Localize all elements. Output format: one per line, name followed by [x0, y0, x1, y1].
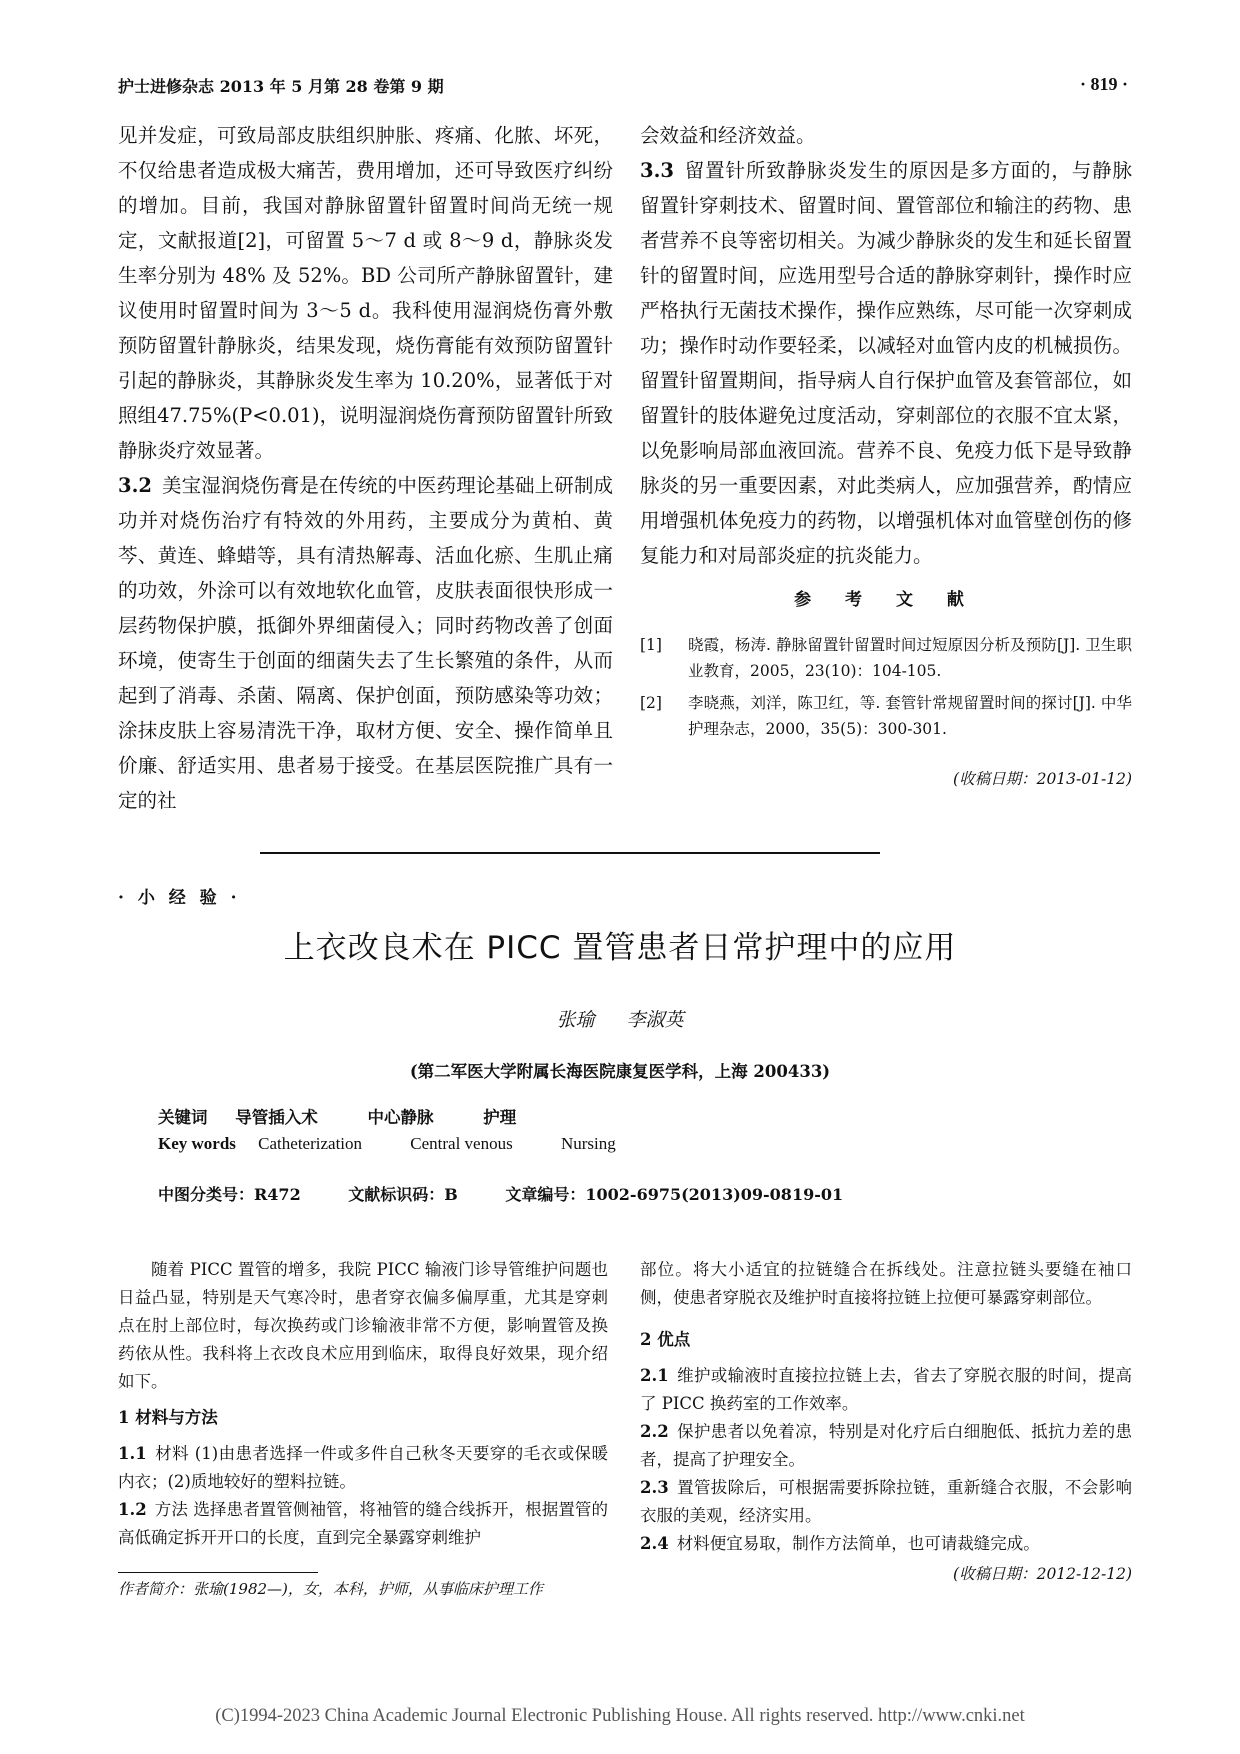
reference-text: 晓霞，杨涛. 静脉留置针留置时间过短原因分析及预防[J]. 卫生职业教育，2005，23(10)：104-105.: [688, 636, 1132, 680]
discussion-paragraph: 见并发症，可致局部皮肤组织肿胀、疼痛、化脓、坏死，不仅给患者造成极大痛苦，费用增加，还可导致医疗纠纷的增加。目前，我国对静脉留置针留置时间尚无统一规定，文献报道[2]，可留置 5～7 d 或 8～9 d，静脉炎发生率分别为 48% 及 52%。BD 公司所产静脉留置针，建议使用时留置时间为 3～5 d。我科使用湿润烧伤膏外敷预防留置针静脉炎，结果发现，烧伤膏能有效预防留置针引起的静脉炎，其静脉炎发生率为 10.20%，显著低于对照组47.75%(P<0.01)，说明湿润烧伤膏预防留置针所致静脉炎疗效显著。: [118, 124, 613, 462]
section-2-3: [640, 1474, 1132, 1530]
keyword: 护理: [483, 1108, 517, 1127]
keywords-cn: [158, 1104, 560, 1128]
keyword: 中心静脉: [367, 1108, 434, 1127]
running-header: [118, 70, 1128, 100]
section-text: 维护或输液时直接拉拉链上去，省去了穿脱衣服的时间，提高了 PICC 换药室的工作效率。: [640, 1366, 1132, 1413]
references-heading: 参 考 文 献: [794, 590, 978, 610]
column-label: · 小 经 验 ·: [118, 888, 241, 908]
section-number: 3.2: [118, 474, 152, 497]
section-number: 2.4: [640, 1534, 669, 1553]
continued-text: 部位。将大小适宜的拉链缝合在拆线处。注意拉链头要缝在袖口侧，使患者穿脱衣及维护时直接将拉链上拉便可暴露穿刺部位。: [640, 1260, 1132, 1307]
classification-line: [158, 1182, 885, 1205]
section-text: 保护患者以免着凉，特别是对化疗后白细胞低、抵抗力差的患者，提高了护理安全。: [640, 1422, 1132, 1469]
section-1-2: [118, 1496, 608, 1552]
section-number: 1.2: [118, 1500, 147, 1519]
page-number: · 819 ·: [1079, 74, 1128, 94]
journal-issue: 护士进修杂志 2013 年 5 月第 28 卷第 9 期: [118, 77, 444, 96]
keyword-en: Catheterization: [258, 1134, 363, 1153]
section-2-heading: 2 优点: [640, 1330, 691, 1349]
received-date: (收稿日期：2013-01-12): [953, 770, 1132, 788]
reference-number: [2]: [640, 694, 662, 712]
previous-article-left-column: [118, 118, 613, 818]
keyword-en: Nursing: [560, 1134, 616, 1153]
previous-article-right-column: [640, 118, 1132, 797]
article-left-column: [118, 1256, 608, 1552]
reference-item: [640, 690, 1132, 742]
section-number: 2.2: [640, 1422, 669, 1441]
continued-text: 会效益和经济效益。: [640, 124, 816, 147]
class-number: 中图分类号：R472: [158, 1185, 301, 1204]
section-3-3: [640, 153, 1132, 573]
reference-item: [640, 632, 1132, 684]
reference-text: 李晓燕，刘洋，陈卫红，等. 套管针常规留置时间的探讨[J]. 中华护理杂志，2000，35(5)：300-301.: [688, 694, 1132, 738]
section-text: 材料便宜易取，制作方法简单，也可请裁缝完成。: [676, 1534, 1040, 1553]
author-affiliation: (第二军医大学附属长海医院康复医学科，上海 200433): [409, 1062, 831, 1081]
section-2-2: [640, 1418, 1132, 1474]
keywords-en: [158, 1134, 660, 1154]
keywords-label: 关键词: [158, 1108, 208, 1127]
received-date: (收稿日期：2012-12-12): [953, 1565, 1132, 1583]
section-number: 2.1: [640, 1366, 669, 1385]
keyword: 导管插入术: [235, 1108, 318, 1127]
section-1-1: [118, 1440, 608, 1496]
article-authors: 张瑜 李淑英: [556, 1009, 684, 1031]
section-text: 方法 选择患者置管侧袖管，将袖管的缝合线拆开，根据置管的高低确定拆开开口的长度，直到完全暴露穿刺维护: [118, 1500, 608, 1547]
article-title: 上衣改良术在 PICC 置管患者日常护理中的应用: [283, 930, 957, 966]
section-number: 2.3: [640, 1478, 669, 1497]
section-text: 材料 (1)由患者选择一件或多件自己秋冬天要穿的毛衣或保暖内衣；(2)质地较好的塑料拉链。: [118, 1444, 608, 1491]
author-note: 作者简介：张瑜(1982—)，女，本科，护师，从事临床护理工作: [118, 1580, 543, 1598]
keywords-en-label: Key words: [158, 1134, 236, 1153]
section-text: 置管拔除后，可根据需要拆除拉链，重新缝合衣服，不会影响衣服的美观，经济实用。: [640, 1478, 1132, 1525]
section-text: 留置针所致静脉炎发生的原因是多方面的，与静脉留置针穿刺技术、留置时间、置管部位和输注的药物、患者营养不良等密切相关。为减少静脉炎的发生和延长留置针的留置时间，应选用型号合适的静脉穿刺针，操作时应严格执行无菌技术操作，操作应熟练，尽可能一次穿刺成功；操作时动作要轻柔，以减轻对血管内皮的机械损伤。留置针留置期间，指导病人自行保护血管及套管部位，如留置针的肢体避免过度活动，穿刺部位的衣服不宜太紧，以免影响局部血液回流。营养不良、免疫力低下是导致静脉炎的另一重要因素，对此类病人，应加强营养，酌情应用增强机体免疫力的药物，以增强机体对血管壁创伤的修复能力和对局部炎症的抗炎能力。: [640, 159, 1132, 567]
intro-paragraph: 随着 PICC 置管的增多，我院 PICC 输液门诊导管维护问题也日益凸显，特别是天气寒冷时，患者穿衣偏多偏厚重，尤其是穿刺点在肘上部位时，每次换药或门诊输液非常不方便，影响置管及换药依从性。我科将上衣改良术应用到临床，取得良好效果，现介绍如下。: [118, 1260, 608, 1391]
article-right-column: [640, 1256, 1132, 1588]
footnote-rule: [118, 1572, 318, 1573]
reference-number: [1]: [640, 636, 662, 654]
section-3-2: [118, 468, 613, 818]
article-number: 文章编号：1002-6975(2013)09-0819-01: [505, 1185, 844, 1204]
article-divider: [260, 852, 880, 854]
keyword-en: Central venous: [410, 1134, 513, 1153]
copyright-footer: (C)1994-2023 China Academic Journal Electronic Publishing House. All rights reserved. http://www.cnki.net: [215, 1706, 1025, 1726]
section-number: 3.3: [640, 159, 674, 182]
section-number: 1.1: [118, 1444, 147, 1463]
section-text: 美宝湿润烧伤膏是在传统的中医药理论基础上研制成功并对烧伤治疗有特效的外用药，主要成分为黄柏、黄芩、黄连、蜂蜡等，具有清热解毒、活血化瘀、生肌止痛的功效，外涂可以有效地软化血管，皮肤表面很快形成一层药物保护膜，抵御外界细菌侵入；同时药物改善了创面环境，使寄生于创面的细菌失去了生长繁殖的条件，从而起到了消毒、杀菌、隔离、保护创面，预防感染等功效；涂抹皮肤上容易清洗干净，取材方便、安全、操作简单且价廉、舒适实用、患者易于接受。在基层医院推广具有一定的社: [118, 474, 613, 812]
section-1-heading: 1 材料与方法: [118, 1408, 218, 1427]
section-2-1: [640, 1362, 1132, 1418]
doc-code: 文献标识码：B: [348, 1185, 458, 1204]
section-2-4: [640, 1530, 1132, 1558]
